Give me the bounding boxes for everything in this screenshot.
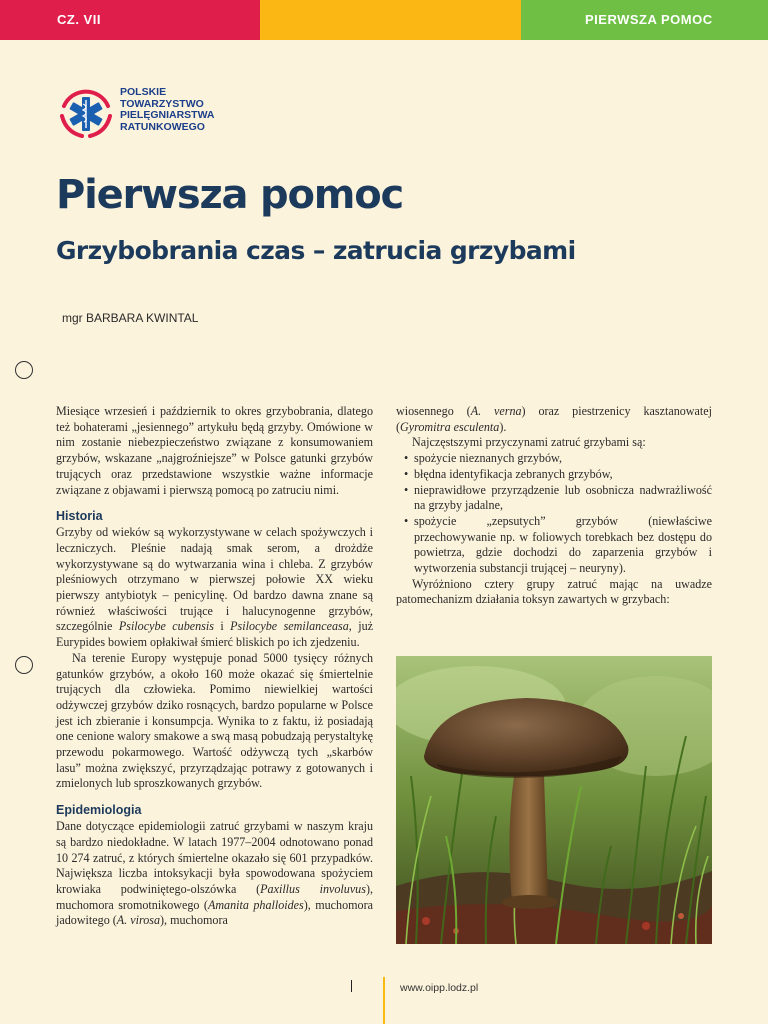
mushroom-photo bbox=[396, 656, 712, 944]
footer-url: www.oipp.lodz.pl bbox=[400, 982, 479, 994]
list-item: • spożycie „zepsutych” grzybów (niewłaściwe przechowywanie np. w foliowych torebkach bez dostępu do powietrza, gdzie dochodzi do zaparzenia grzybów i wytworzenia substancji trującej – neuryny). bbox=[396, 514, 712, 577]
logo-text bbox=[120, 87, 215, 133]
section-label: CZ. VII bbox=[57, 12, 101, 27]
punch-hole-mark bbox=[15, 656, 33, 674]
groups-paragraph: Wyróżniono cztery grupy zatruć mając na uwadze patomechanizm działania toksyn zawartych w grzybach: bbox=[396, 576, 712, 607]
header-segment-yellow bbox=[260, 0, 521, 40]
page-mark bbox=[351, 980, 352, 992]
section-heading-historia: Historia bbox=[56, 509, 103, 524]
header-segment-green bbox=[521, 0, 768, 40]
punch-hole-mark bbox=[15, 361, 33, 379]
continued-paragraph: wiosennego (A. verna) oraz piestrzenicy kasztanowatej (Gyromitra esculenta). bbox=[396, 404, 712, 434]
article-subtitle: Grzybobrania czas – zatrucia grzybami bbox=[56, 236, 576, 265]
historia-paragraph-2: Na terenie Europy występuje ponad 5000 tysięcy różnych gatunków grzybów, a około 160 może okazać się śmiertelnie trujących dla człowieka. Pomimo niewielkiej wartości odżywczej grzybów dziko rosnących, bardzo popularne w Polsce jest ich zbieranie i konsumpcja. Wynika to z faktu, iż posiadają one cenione walory smakowe a swą masą pobudzają perystaltykę przewodu pokarmowego. Wartość odżywczą tych „skarbów lasu” można zwiększyć, przyrządzając potrawy z gotowanych i zmielonych lub sproszkowanych grzybów. bbox=[56, 650, 373, 791]
intro-paragraph: Miesiące wrzesień i październik to okres grzybobrania, dlatego też bohaterami „jesiennego” artykułu będą grzyby. Omówione w nim zostanie niebezpieczeństwo związane z konsumowaniem grzybów, wskazane „najgroźniejsze” w Polsce gatunki grzybów trujących oraz przedstawione wszystkie ważne informacje związane z objawami i pierwszą pomocą po zatruciu nimi. bbox=[56, 404, 373, 497]
logo-line: POLSKIE bbox=[120, 86, 167, 98]
historia-paragraph-1: Grzyby od wieków są wykorzystywane w celach spożywczych i leczniczych. Pleśnie nadają smak serom, a drożdże wykorzystywane są do wytwarzania wina i chleba. Z grzybów pleśniowych otrzymano w pierwszej połowie XX wieku pierwszy antybiotyk – penicylinę. Od bardzo dawna znane są również właściwości trujące i halucynogenne grzybów, szczególnie Psilocybe cubensis i Psilocybe semilanceasa, już Eurypides bowiem opłakiwał śmierć bliskich po ich zjedzeniu. bbox=[56, 525, 373, 650]
header-segment-red bbox=[0, 0, 260, 40]
organization-logo bbox=[56, 82, 236, 142]
list-item: • spożycie nieznanych grzybów, bbox=[396, 451, 712, 467]
epidemiologia-paragraph: Dane dotyczące epidemiologii zatruć grzybami w naszym kraju są bardzo niedokładne. W latach 1977–2004 odnotowano ponad 10 274 zatruć, z których śmiertelne okazało się 601 przypadków. Największa liczba intoksykacji była spowodowana spożyciem krowiaka podwiniętego-olszówka (Paxillus involuvus), muchomora sromotnikowego (Amanita phalloides), muchomora jadowitego (A. virosa), muchomora bbox=[56, 819, 373, 928]
footer-divider bbox=[383, 977, 385, 1024]
list-item: • błędna identyfikacja zebranych grzybów, bbox=[396, 467, 712, 483]
author-byline: mgr BARBARA KWINTAL bbox=[62, 311, 199, 325]
article-title: Pierwsza pomoc bbox=[56, 172, 404, 218]
header-bar bbox=[0, 0, 768, 40]
causes-intro: Najczęstszymi przyczynami zatruć grzybami są: bbox=[412, 435, 646, 450]
logo-line: RATUNKOWEGO bbox=[120, 120, 205, 133]
left-column bbox=[56, 404, 373, 929]
logo-line: TOWARZYSTWO bbox=[120, 97, 204, 110]
category-label: PIERWSZA POMOC bbox=[585, 12, 713, 27]
star-of-life-icon bbox=[56, 82, 116, 142]
logo-line: PIELĘGNIARSTWA bbox=[120, 109, 215, 121]
list-item: • nieprawidłowe przyrządzenie lub osobnicza nadwrażliwość na grzyby jadalne, bbox=[396, 483, 712, 514]
right-column bbox=[396, 404, 712, 608]
causes-list bbox=[396, 451, 712, 577]
section-heading-epidemiologia: Epidemiologia bbox=[56, 803, 142, 818]
